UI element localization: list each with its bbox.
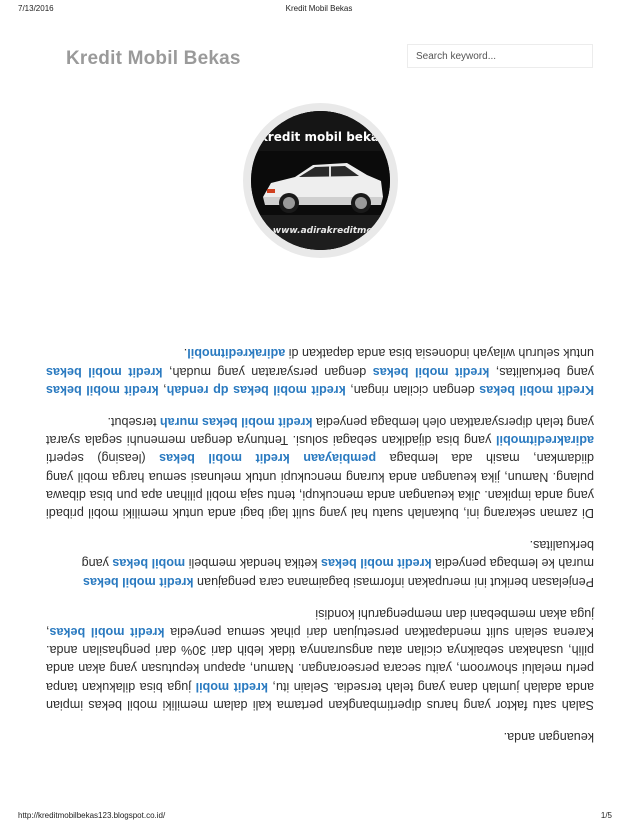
- keyword-link[interactable]: Kredit mobil bekas: [479, 382, 594, 397]
- text-run: yang berkualitas,: [489, 364, 594, 379]
- avatar-image: [251, 111, 390, 250]
- text-run: dengan cicilan ringan,: [345, 382, 480, 397]
- keyword-link[interactable]: adirakreditmobil: [187, 346, 286, 361]
- text-run: dengan persyaratan yang mudah,: [162, 364, 373, 379]
- page-number: 1/5: [600, 811, 612, 820]
- keyword-link[interactable]: kredit mobil bekas: [49, 624, 165, 639]
- paragraph-explanation: [46, 536, 594, 591]
- site-title[interactable]: Kredit Mobil Bekas: [66, 48, 241, 69]
- text-run: untuk seluruh wilayah indonesia bisa anda dapatkan di: [285, 346, 594, 361]
- text-run: yang berkualitas.: [81, 538, 594, 571]
- text-run: Salah satu faktor yang harus dipertimbangkan pertama kali dalam memiliki mobil bekas impian anda adalah jumlah dana yang telah tersedia. Selain itu,: [46, 679, 594, 712]
- text-run: yang bisa dijadikan sebagai solusi. Tentunya dengan memenuhi segala syarat yang telah dipersyaratkan oleh lembaga penyedia: [46, 414, 594, 448]
- profile-avatar: [243, 103, 398, 258]
- avatar-watermark-text: www.adirakreditmobil: [272, 226, 386, 236]
- keyword-link[interactable]: kredit mobil bekas murah: [159, 414, 313, 429]
- text-run: juga bisa dilakukan tanpa perlu melalui showroom, yaitu secara perseorangan. Namun, apapun keputusan yang akan anda pilih, usahakan sebaiknya cicilan atau angsurannya tidak lebih dari 30% dari penghasilan anda. Karena selain sulit mendapatkan persetujuan dari pihak semua penyedia: [45, 624, 594, 694]
- paragraph-intro: [46, 413, 594, 522]
- text-run: ketika hendak membeli: [185, 556, 321, 571]
- text-run: tersebut.: [107, 414, 160, 429]
- text-run: keuangan anda.: [503, 729, 594, 744]
- text-run: (leasing) seperti: [46, 451, 160, 466]
- keyword-link[interactable]: kredit mobil bekas: [46, 382, 159, 397]
- keyword-link[interactable]: pembiayaan kredit mobil bekas: [159, 451, 377, 466]
- keyword-link[interactable]: kredit mobil bekas: [46, 364, 163, 379]
- car-photo: [251, 111, 390, 250]
- search-input[interactable]: [407, 44, 593, 68]
- text-run: Penjelasan berikut ini merupakan informasi bagaimana cara pengajuan: [193, 574, 594, 589]
- text-run: .: [183, 346, 188, 361]
- paragraph-closing: [46, 728, 594, 746]
- paragraph-keywords: [46, 344, 594, 399]
- text-run: ,: [158, 382, 167, 397]
- keyword-link[interactable]: kredit mobil bekas: [320, 556, 432, 571]
- text-run: , juga akan membebani dan mempengaruhi kondisi: [46, 606, 594, 639]
- keyword-link[interactable]: kredit mobil bekas dp rendah: [166, 382, 346, 397]
- keyword-link[interactable]: kredit mobil bekas: [82, 574, 194, 589]
- keyword-link[interactable]: adirakreditmobil: [496, 433, 594, 448]
- print-url: http://kreditmobilbekas123.blogspot.co.id/: [18, 811, 166, 820]
- keyword-link[interactable]: kredit mobil: [195, 679, 268, 694]
- paragraph-factors: [46, 604, 594, 713]
- keyword-link[interactable]: mobil bekas: [112, 556, 186, 571]
- text-run: Di zaman sekarang ini, bukanlah suatu hal yang sulit lagi bagi anda untuk memiliki mobil pribadi yang anda impikan. Jika keuangan anda mencukupi, tentu saja mobil pilihan apa pun bisa dibawa pulang. Namun, jika keuangan anda kurang mencukupi untuk melunasi semua harga mobil yang diidamkan, masih ada lembaga: [46, 451, 594, 520]
- post-body: [46, 330, 594, 746]
- print-title: Kredit Mobil Bekas: [285, 4, 353, 13]
- print-date: 7/13/2016: [18, 4, 54, 13]
- avatar-banner-text: kredit mobil bekas: [259, 130, 387, 144]
- text-run: murah ke lembaga penyedia: [431, 556, 594, 571]
- keyword-link[interactable]: kredit mobil bekas: [372, 364, 490, 379]
